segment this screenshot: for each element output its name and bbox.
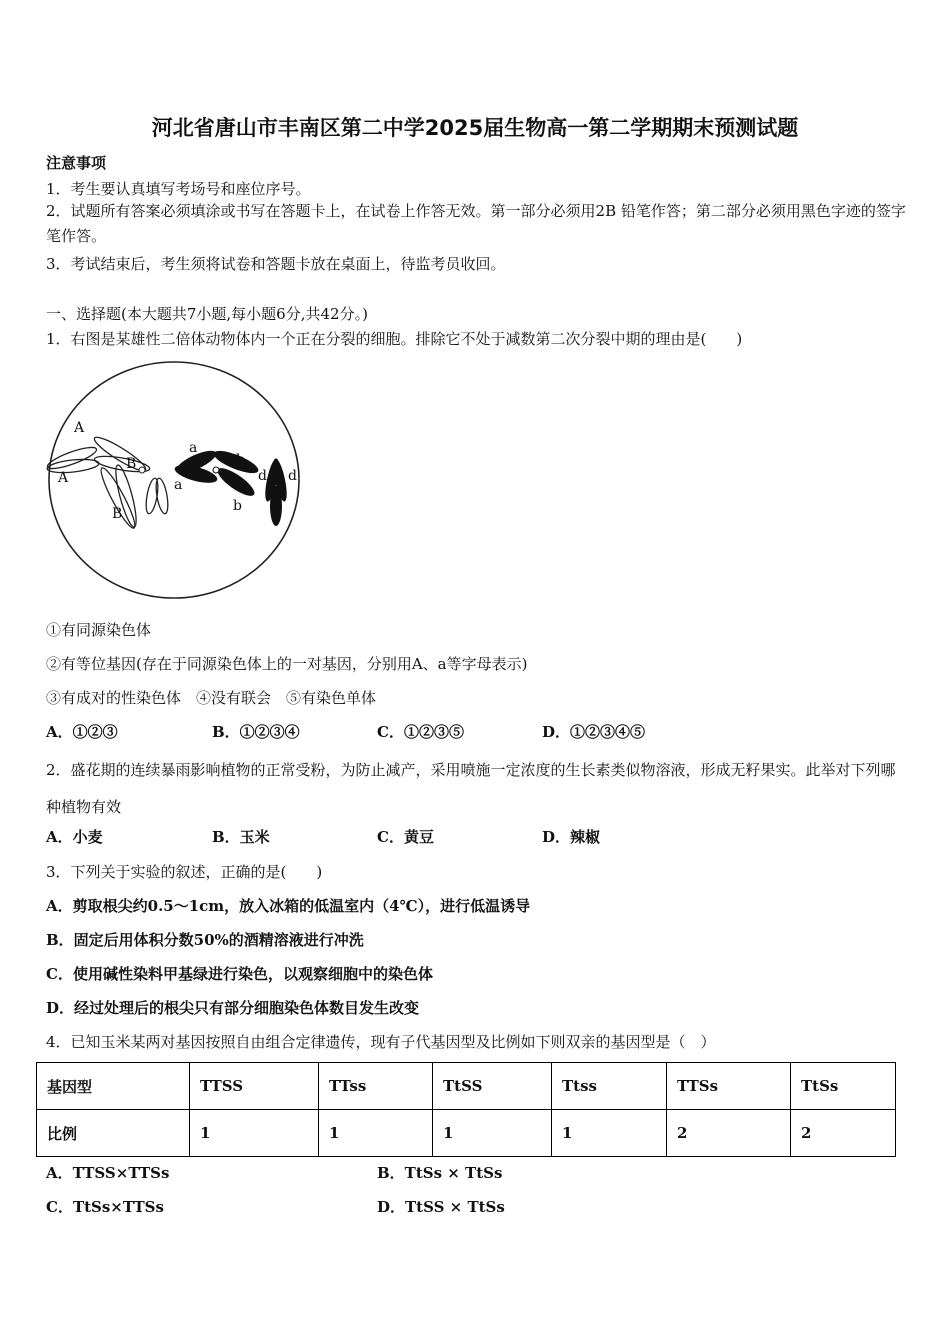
table-cell: TtSs bbox=[791, 1063, 896, 1110]
table-row bbox=[37, 1063, 896, 1110]
gene-label: a bbox=[174, 477, 183, 493]
question-1-stem: 1．右图是某雄性二倍体动物体内一个正在分裂的细胞。排除它不处于减数第二次分裂中期的理由是( ) bbox=[46, 330, 743, 348]
question-2-stem: 2．盛花期的连续暴雨影响植物的正常受粉，为防止减产，采用喷施一定浓度的生长素类似物溶液，形成无籽果实。此举对下列哪种植物有效 bbox=[46, 761, 896, 816]
gene-label: b bbox=[233, 498, 242, 514]
gene-label: B bbox=[112, 506, 123, 522]
table-cell: 1 bbox=[433, 1110, 552, 1157]
section-heading: 一、选择题(本大题共7小题,每小题6分,共42分。) bbox=[46, 305, 368, 323]
option-b: B．①②③④ bbox=[212, 723, 300, 741]
option-a: A．剪取根尖约0.5～1cm，放入冰箱的低温室内（4℃），进行低温诱导 bbox=[46, 897, 531, 915]
option-b: B．TtSs × TtSs bbox=[377, 1164, 503, 1182]
option-a: A．①②③ bbox=[46, 723, 118, 741]
option-c: C．TtSs×TTSs bbox=[46, 1198, 164, 1216]
page-title: 河北省唐山市丰南区第二中学2025届生物高一第二学期期末预测试题 bbox=[151, 116, 799, 140]
table-cell: 1 bbox=[319, 1110, 433, 1157]
option-b: B．玉米 bbox=[212, 828, 270, 846]
gene-label: d bbox=[258, 468, 267, 484]
dividing-cell-figure bbox=[46, 358, 306, 603]
chromosome-outline-small bbox=[144, 477, 170, 514]
statement: ③有成对的性染色体 ④没有联会 ⑤有染色单体 bbox=[46, 689, 377, 707]
table-cell: TtSS bbox=[433, 1063, 552, 1110]
table-cell: 1 bbox=[552, 1110, 667, 1157]
gene-label: d bbox=[288, 468, 297, 484]
table-cell: TTSS bbox=[190, 1063, 319, 1110]
statement: ②有等位基因(存在于同源染色体上的一对基因，分别用A、a等字母表示) bbox=[46, 655, 528, 673]
table-cell: 比例 bbox=[37, 1110, 190, 1157]
gene-label: B bbox=[126, 456, 137, 472]
notice-heading: 注意事项 bbox=[46, 154, 107, 172]
notice-item: 1．考生要认真填写考场号和座位序号。 bbox=[46, 180, 311, 198]
table-cell: TTSs bbox=[667, 1063, 791, 1110]
genotype-table bbox=[36, 1062, 896, 1157]
notice-item: 2．试题所有答案必须填涂或书写在答题卡上，在试卷上作答无效。第一部分必须用2B 铅笔作答；第二部分必须用黑色字迹的签字笔作答。 bbox=[46, 202, 906, 245]
option-d: D．辣椒 bbox=[542, 828, 601, 846]
statement: ①有同源染色体 bbox=[46, 621, 152, 639]
gene-label: A bbox=[58, 470, 69, 486]
option-a: A．TTSS×TTSs bbox=[46, 1164, 170, 1182]
option-b: B．固定后用体积分数50%的酒精溶液进行冲洗 bbox=[46, 931, 364, 949]
gene-label: A bbox=[74, 420, 85, 436]
gene-label: b bbox=[236, 452, 245, 468]
table-row bbox=[37, 1110, 896, 1157]
question-4-stem: 4．已知玉米某两对基因按照自由组合定律遗传，现有子代基因型及比例如下则双亲的基因型是（ ） bbox=[46, 1033, 716, 1051]
table-cell: 2 bbox=[667, 1110, 791, 1157]
option-d: D．①②③④⑤ bbox=[542, 723, 646, 741]
option-c: C．①②③⑤ bbox=[377, 723, 464, 741]
option-c: C．使用碱性染料甲基绿进行染色，以观察细胞中的染色体 bbox=[46, 965, 433, 983]
table-cell: TTss bbox=[319, 1063, 433, 1110]
option-a: A．小麦 bbox=[46, 828, 103, 846]
table-cell: 1 bbox=[190, 1110, 319, 1157]
option-c: C．黄豆 bbox=[377, 828, 434, 846]
option-d: D．TtSS × TtSs bbox=[377, 1198, 505, 1216]
option-d: D．经过处理后的根尖只有部分细胞染色体数目发生改变 bbox=[46, 999, 420, 1017]
table-cell: 基因型 bbox=[37, 1063, 190, 1110]
notice-item: 3．考试结束后，考生须将试卷和答题卡放在桌面上，待监考员收回。 bbox=[46, 255, 506, 273]
gene-label: a bbox=[189, 440, 198, 456]
table-cell: Ttss bbox=[552, 1063, 667, 1110]
table-cell: 2 bbox=[791, 1110, 896, 1157]
question-3-stem: 3．下列关于实验的叙述，正确的是( ) bbox=[46, 863, 323, 881]
